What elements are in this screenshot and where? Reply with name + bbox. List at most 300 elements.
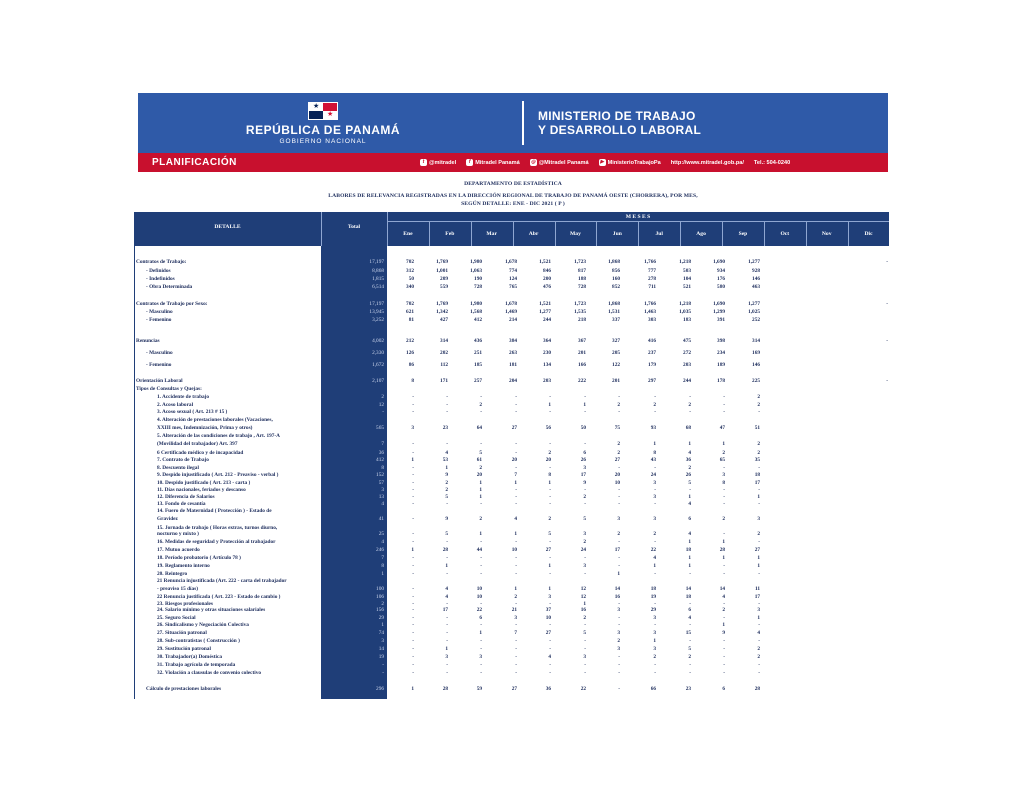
row-value-nov: 17 (754, 594, 760, 600)
row-value-ago: 66 (650, 686, 656, 692)
row-value-feb: 53 (442, 457, 448, 463)
row-value-jun: 201 (578, 350, 586, 356)
row-value-sep: 1 (688, 539, 691, 545)
row-total: - (382, 662, 384, 668)
row-value-feb: 112 (440, 362, 448, 368)
row-label: 3. Acoso sexual ( Art. 213 # 15 ) (157, 409, 228, 415)
row-value-nov: 2 (757, 441, 760, 447)
table-row (0, 653, 1024, 661)
header-month-feb: Feb (445, 231, 455, 237)
row-value-ene: 312 (406, 268, 414, 274)
row-value-ene: 702 (406, 301, 414, 307)
row-value-sep: 104 (683, 276, 691, 282)
row-value-jul: 1,868 (608, 259, 620, 265)
row-value-mar: 728 (474, 284, 482, 290)
row-value-ago: - (654, 409, 656, 415)
row-value-jul: 3 (617, 646, 620, 652)
row-value-nov: - (758, 501, 760, 507)
row-value-ene: - (412, 646, 414, 652)
row-total: 7 (381, 441, 384, 447)
row-value-nov: - (758, 409, 760, 415)
row-label: Gravidez (157, 516, 178, 522)
row-label: 1. Accidente de trabajo (157, 394, 210, 400)
row-total: 19 (378, 654, 384, 660)
row-value-mar: 22 (476, 607, 482, 613)
row-value-sep: 14 (685, 586, 691, 592)
row-total: 4,002 (372, 338, 384, 344)
panama-flag-icon (308, 102, 338, 120)
row-value-nov: - (758, 662, 760, 668)
row-value-sep: 244 (683, 378, 691, 384)
row-value-ago: 278 (648, 276, 656, 282)
row-value-mar: 6 (479, 615, 482, 621)
row-value-sep: 1 (688, 563, 691, 569)
row-value-jun: 3 (583, 654, 586, 660)
row-value-abr: 4 (514, 516, 517, 522)
row-value-feb: - (446, 622, 448, 628)
row-value-abr: 765 (509, 284, 517, 290)
header-month-mar: Mar (486, 231, 497, 237)
row-value-sep: 36 (685, 457, 691, 463)
row-label: 16. Medidas de seguridad y Protección al trabajador (157, 539, 276, 545)
row-value-feb: 1,342 (436, 309, 448, 315)
row-value-sep: 5 (688, 646, 691, 652)
row-value-feb: - (446, 402, 448, 408)
row-value-nov: - (758, 539, 760, 545)
row-value-oct: 4 (722, 594, 725, 600)
row-total: 14 (378, 646, 384, 652)
row-value-feb: 9 (445, 516, 448, 522)
row-total: - (382, 670, 384, 676)
row-value-nov: 146 (752, 362, 760, 368)
row-value-may: 5 (548, 531, 551, 537)
row-value-oct: - (723, 465, 725, 471)
row-value-oct: 1 (722, 555, 725, 561)
row-value-sep: 5 (688, 480, 691, 486)
row-value-nov: 1,277 (748, 259, 760, 265)
row-value-may: - (549, 571, 551, 577)
row-value-nov: 2 (757, 646, 760, 652)
row-value-abr: 1 (514, 480, 517, 486)
row-value-jun: - (584, 622, 586, 628)
row-value-ene: - (412, 654, 414, 660)
row-value-jun: 17 (580, 472, 586, 478)
republic-logo-block (138, 93, 508, 153)
row-value-ene: 81 (408, 317, 414, 323)
row-value-sep: 1,035 (679, 309, 691, 315)
row-value-jun: - (584, 555, 586, 561)
row-value-oct: - (723, 646, 725, 652)
row-value-feb: - (446, 539, 448, 545)
row-value-oct: 1,690 (713, 259, 725, 265)
row-total: 8 (381, 465, 384, 471)
row-value-ene: - (412, 662, 414, 668)
row-value-sep: - (689, 571, 691, 577)
row-value-feb: - (446, 630, 448, 636)
row-value-ago: - (654, 571, 656, 577)
row-value-ene: - (412, 480, 414, 486)
row-value-may: 476 (543, 284, 551, 290)
row-total: 106 (376, 594, 384, 600)
row-value-oct: 176 (717, 276, 725, 282)
row-value-sep: 2 (688, 402, 691, 408)
row-label: - Masculino (146, 350, 173, 356)
row-value-abr: - (515, 501, 517, 507)
row-value-ene: 1 (411, 547, 414, 553)
table-row (0, 507, 1024, 515)
row-value-may: - (549, 646, 551, 652)
row-value-mar: - (480, 571, 482, 577)
row-value-may: - (549, 409, 551, 415)
row-value-jun: 1,723 (574, 301, 586, 307)
header-month-ene: Ene (403, 231, 413, 237)
row-value-feb: - (446, 501, 448, 507)
row-value-oct: 189 (717, 362, 725, 368)
row-value-abr: 27 (511, 425, 517, 431)
row-value-ago: - (654, 539, 656, 545)
row-value-feb: 3 (445, 654, 448, 660)
row-value-jun: 3 (583, 465, 586, 471)
row-value-abr: 2 (514, 594, 517, 600)
row-value-ago: 3 (653, 494, 656, 500)
row-value-feb: 1,769 (436, 301, 448, 307)
row-label: Orientación Laboral (136, 378, 183, 384)
row-value-oct: - (723, 494, 725, 500)
row-total: 1,672 (372, 362, 384, 368)
facebook-link[interactable]: f Mitradel Panamá (466, 159, 519, 166)
row-value-ene: 702 (406, 259, 414, 265)
row-value-may: - (549, 601, 551, 607)
row-value-jun: - (584, 394, 586, 400)
row-value-jul: 1,531 (608, 309, 620, 315)
row-value-oct: - (723, 487, 725, 493)
row-label: 14. Fuero de Maternidad ( Protección ) - Estado de (157, 508, 272, 514)
row-value-jul: 2 (617, 531, 620, 537)
row-value-nov: 3 (757, 516, 760, 522)
row-value-jun: 26 (580, 457, 586, 463)
row-value-ago: 1,766 (644, 259, 656, 265)
row-value-jun: - (584, 571, 586, 577)
row-value-mar: 3 (479, 654, 482, 660)
row-value-jun: 188 (578, 276, 586, 282)
row-value-jul: 122 (612, 362, 620, 368)
row-label: Contratos de Trabajo por Sexo: (136, 301, 208, 307)
row-value-ene: 621 (406, 309, 414, 315)
government-label: GOBIERNO NACIONAL (279, 137, 367, 145)
row-value-jun: 728 (578, 284, 586, 290)
row-value-nov: 2 (757, 394, 760, 400)
row-value-abr: 27 (511, 686, 517, 692)
table-row (0, 308, 1024, 316)
row-value-mar: 1,980 (470, 301, 482, 307)
table-row (0, 258, 1024, 266)
row-value-oct: 178 (717, 378, 725, 384)
table-row (0, 300, 1024, 308)
row-value-oct: - (723, 601, 725, 607)
row-total: 17,197 (369, 301, 384, 307)
row-label: 29. Sustitución patronal (157, 646, 211, 652)
row-value-nov: 28 (754, 686, 760, 692)
row-value-jul: 2 (617, 441, 620, 447)
row-value-mar: 251 (474, 350, 482, 356)
row-value-abr: - (515, 622, 517, 628)
row-value-sep: 1 (688, 494, 691, 500)
table-row (0, 530, 1024, 538)
row-total: 565 (376, 425, 384, 431)
row-value-nov: - (758, 465, 760, 471)
row-label: Renuncias (136, 338, 160, 344)
row-total: 296 (376, 686, 384, 692)
row-value-ago: 2 (653, 402, 656, 408)
row-value-feb: 28 (442, 686, 448, 692)
row-value-jun: 2 (583, 494, 586, 500)
row-value-nov: 4 (757, 630, 760, 636)
row-value-jun: - (584, 638, 586, 644)
row-value-jul: - (618, 563, 620, 569)
row-value-nov: 3 (757, 607, 760, 613)
row-value-ago: 777 (648, 268, 656, 274)
row-value-abr: - (515, 394, 517, 400)
row-value-sep: - (689, 394, 691, 400)
row-value-sep: - (689, 622, 691, 628)
banner-divider (522, 101, 524, 145)
table-row (0, 629, 1024, 637)
row-value-mar: 20 (476, 472, 482, 478)
row-value-ago: 93 (650, 425, 656, 431)
row-label: 17. Mutuo acuerdo (157, 547, 200, 553)
website-link[interactable]: http://www.mitradel.gob.pa/ (670, 159, 744, 166)
row-value-may: - (549, 501, 551, 507)
row-value-nov: - (758, 622, 760, 628)
row-value-oct: 1 (722, 622, 725, 628)
row-value-sep: - (689, 601, 691, 607)
row-value-ene: - (412, 441, 414, 447)
row-value-nov: 17 (754, 480, 760, 486)
header-month-oct: Oct (780, 231, 790, 237)
row-value-jul: - (618, 622, 620, 628)
row-value-oct: 580 (717, 284, 725, 290)
row-value-sep: - (689, 638, 691, 644)
row-total: 2,107 (372, 378, 384, 384)
row-value-oct: - (723, 662, 725, 668)
table-row (0, 661, 1024, 669)
row-value-mar: - (480, 622, 482, 628)
instagram-link[interactable]: ◎ @Mitradel Panamá (531, 159, 589, 166)
table-row (0, 546, 1024, 554)
row-value-feb: 4 (445, 586, 448, 592)
row-value-oct: 6 (722, 686, 725, 692)
row-label: 5. Alteración de las condiciones de trabajo , Art. 197-A (157, 433, 280, 439)
report-title-line-1: LABORES DE RELEVANCIA REGISTRADAS EN LA DIRECCIÓN REGIONAL DE TRABAJO DE PANAMÁ OESTE (CHORRERA), POR MES, (328, 193, 698, 199)
row-label: 12. Diferencia de Salarios (157, 494, 215, 500)
row-value-feb: - (446, 670, 448, 676)
row-value-ago: 1,463 (644, 309, 656, 315)
row-value-feb: 4 (445, 594, 448, 600)
header-month-jun: Jun (612, 231, 622, 237)
row-value-jul: 1,868 (608, 301, 620, 307)
row-value-oct: 9 (722, 630, 725, 636)
row-value-mar: - (480, 638, 482, 644)
youtube-link[interactable]: ▶ MinisterioTrabajoPa (600, 159, 661, 166)
row-value-ene: - (412, 630, 414, 636)
table-row (0, 337, 1024, 345)
row-value-jun: 22 (580, 686, 586, 692)
row-value-jun: 3 (583, 531, 586, 537)
header-month-jul: Jul (655, 231, 663, 237)
row-value-nov: 2 (757, 402, 760, 408)
row-value-jun: 5 (583, 516, 586, 522)
row-value-abr: 1,678 (505, 259, 517, 265)
row-value-abr: 7 (514, 630, 517, 636)
row-value-jul: 2 (617, 638, 620, 644)
row-label: 21 Renuncia injustificada (Art. 222 - carta del trabajador (157, 578, 287, 584)
row-value-feb: 1 (445, 563, 448, 569)
row-value-nov: 169 (752, 350, 760, 356)
row-value-sep: 18 (685, 547, 691, 553)
row-value-feb: 171 (440, 378, 448, 384)
row-value-abr: 1 (514, 586, 517, 592)
row-value-jun: 9 (583, 480, 586, 486)
table-row (0, 393, 1024, 401)
row-value-jul: 2 (617, 402, 620, 408)
header-total: Total (347, 224, 361, 230)
row-value-mar: 2 (479, 516, 482, 522)
row-value-ago: 19 (650, 594, 656, 600)
row-value-feb: 9 (445, 472, 448, 478)
row-value-nov: 252 (752, 317, 760, 323)
row-total: 13,945 (369, 309, 384, 315)
row-value-ene: - (412, 571, 414, 577)
table-row (0, 562, 1024, 570)
row-value-oct: 2 (722, 516, 725, 522)
row-value-abr: - (515, 402, 517, 408)
row-value-abr: 3 (514, 615, 517, 621)
table-row (0, 385, 1024, 393)
row-value-sep: 6 (688, 516, 691, 522)
row-total: 246 (376, 547, 384, 553)
row-total: 2 (381, 601, 384, 607)
row-value-sep: - (689, 670, 691, 676)
row-value-may: - (549, 494, 551, 500)
twitter-link[interactable]: t @mitradel (420, 159, 456, 166)
row-value-ago: 3 (653, 615, 656, 621)
row-value-ago: 711 (648, 284, 656, 290)
row-value-ago: 3 (653, 630, 656, 636)
row-value-mar: 1 (479, 487, 482, 493)
row-value-nov: 146 (752, 276, 760, 282)
row-value-oct: 398 (717, 338, 725, 344)
row-value-sep: 475 (683, 338, 691, 344)
row-label: - Masculino (146, 309, 173, 315)
row-value-sep: 2 (688, 654, 691, 660)
row-label: - Obra Determinada (146, 284, 193, 290)
row-total: 13 (378, 494, 384, 500)
row-value-nov: 1 (757, 555, 760, 561)
row-value-may: 134 (543, 362, 551, 368)
header-banner (138, 93, 888, 153)
row-value-jun: 6 (583, 450, 586, 456)
row-value-feb: 5 (445, 494, 448, 500)
row-value-jul: 852 (612, 284, 620, 290)
row-value-ago: 24 (650, 472, 656, 478)
table-row (0, 283, 1024, 291)
row-value-mar: 1,063 (470, 268, 482, 274)
ministry-name (538, 109, 701, 137)
row-value-ene: - (412, 607, 414, 613)
row-value-oct: - (723, 615, 725, 621)
row-value-feb: - (446, 409, 448, 415)
row-value-ene: 126 (406, 350, 414, 356)
row-value-may: 364 (543, 338, 551, 344)
row-value-ene: 86 (408, 362, 414, 368)
row-value-ene: - (412, 601, 414, 607)
row-value-may: 230 (543, 350, 551, 356)
row-value-mar: - (480, 601, 482, 607)
row-label: 20. Reintegro (157, 571, 188, 577)
table-row (0, 515, 1024, 523)
report-title-line-2: SEGÚN DETALLE: ENE - DIC 2021 ( P ) (461, 201, 565, 207)
row-value-sep: 26 (685, 472, 691, 478)
row-value-jun: - (584, 501, 586, 507)
row-value-oct: 391 (717, 317, 725, 323)
row-value-sep: 503 (683, 268, 691, 274)
row-value-may: - (549, 539, 551, 545)
row-value-abr: - (515, 638, 517, 644)
row-value-mar: 2 (479, 465, 482, 471)
row-value-sep: 203 (683, 362, 691, 368)
ministry-line-1: MINISTERIO DE TRABAJO (538, 109, 696, 123)
row-value-ago: 237 (648, 350, 656, 356)
row-value-jul: - (618, 670, 620, 676)
row-value-feb: 559 (440, 284, 448, 290)
row-value-abr: 7 (514, 472, 517, 478)
row-value-feb: - (446, 615, 448, 621)
row-label: 18. Período probatorio ( Artículo 78 ) (157, 555, 241, 561)
row-value-oct: 2 (722, 607, 725, 613)
row-total: 156 (376, 607, 384, 613)
table-row (0, 538, 1024, 546)
row-value-mar: 2 (479, 402, 482, 408)
row-value-may: - (549, 662, 551, 668)
table-row (0, 685, 1024, 693)
row-value-jul: - (618, 601, 620, 607)
row-value-mar: - (480, 662, 482, 668)
row-value-abr: 774 (509, 268, 517, 274)
row-value-jun: 50 (580, 425, 586, 431)
row-value-abr: 1,678 (505, 301, 517, 307)
row-value-ene: - (412, 501, 414, 507)
row-value-nov: - (758, 638, 760, 644)
row-value-mar: - (480, 394, 482, 400)
instagram-icon: ◎ (531, 159, 536, 165)
row-value-feb: - (446, 555, 448, 561)
row-value-mar: - (480, 441, 482, 447)
row-value-may: 200 (543, 276, 551, 282)
row-value-ago: - (654, 487, 656, 493)
row-value-ene: 50 (408, 276, 414, 282)
row-value-jun: 24 (580, 547, 586, 553)
row-value-abr: - (515, 563, 517, 569)
row-total: 100 (376, 586, 384, 592)
row-value-jul: 201 (612, 378, 620, 384)
row-value-ago: - (654, 662, 656, 668)
row-label: 13. Fondo de cesantía (157, 501, 206, 507)
row-value-sep: 1 (688, 441, 691, 447)
row-value-jun: 1 (583, 402, 586, 408)
row-value-jun: - (584, 487, 586, 493)
row-value-jun: 3 (583, 563, 586, 569)
table-row (0, 585, 1024, 593)
